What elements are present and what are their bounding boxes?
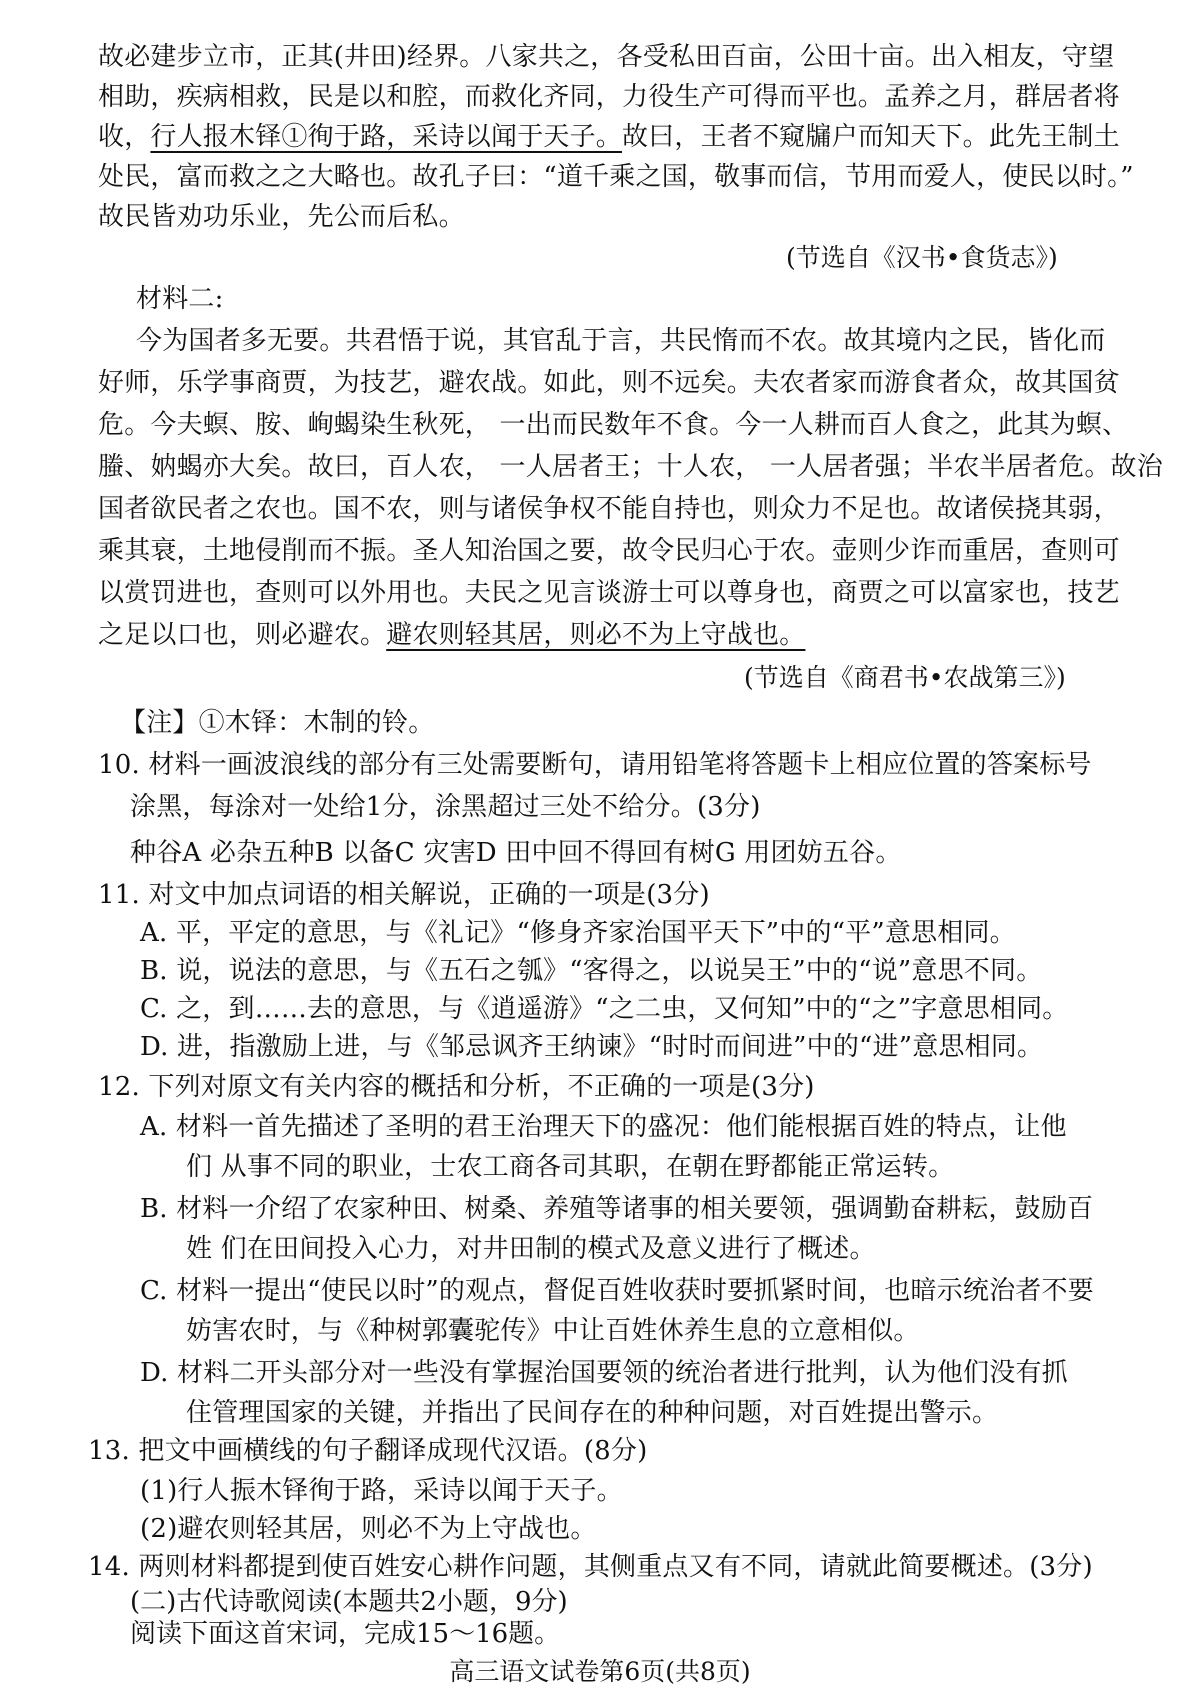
q11-option-d: D. 进，指激励上进，与《邹忌讽齐王纳谏》“时时而间进”中的“进”意思相同。 [140,1032,1044,1062]
m2-line-8 [98,616,805,654]
q11-option-c: C. 之，到……去的意思，与《逍遥游》“之二虫，又何知”中的“之”字意思相同。 [140,994,1069,1024]
q12-option-a-line-1: A. 材料一首先描述了圣明的君王治理天下的盛况：他们能根据百姓的特点，让他 [140,1112,1067,1142]
q10-passage: 种谷A 必杂五种B 以备C 灾害D 田中回不得回有树G 用团妨五谷。 [130,838,902,868]
m2-line-1: 今为国者多无要。共君悟于说，其官乱于言，共民惰而不农。故其境内之民，皆化而 [136,326,1106,356]
m1-line-3-prefix: 收， [98,122,151,152]
m1-line-3 [98,118,1120,156]
q12-option-a-line-2: 们 从事不同的职业，士农工商各司其职，在朝在野都能正常运转。 [186,1152,955,1182]
q12-option-c-line-1: C. 材料一提出“使民以时”的观点，督促百姓收获时要抓紧时间，也暗示统治者不要 [140,1276,1094,1306]
m2-line-6: 乘其衰，土地侵削而不振。圣人知治国之要，故令民归心于农。壶则少诈而重居，查则可 [98,536,1120,566]
m1-source: (节选自《汉书•食货志》) [786,243,1058,272]
q10-stem-line-1: 10. 材料一画波浪线的部分有三处需要断句，请用铅笔将答题卡上相应位置的答案标号 [98,750,1092,780]
m2-source: (节选自《商君书•农战第三》) [744,663,1066,692]
m2-line-8-prefix: 之足以口也，则必避农。 [98,620,387,650]
q12-option-b-line-1: B. 材料一介绍了农家种田、树桑、养殖等诸事的相关要领，强调勤奋耕耘，鼓励百 [140,1194,1094,1224]
underlined-sentence-1: 行人报木铎①徇于路，采诗以闻于天子。 [150,122,623,152]
m1-line-2: 相助，疾病相救，民是以和腔，而救化齐同，力役生产可得而平也。孟养之月，群居者将 [98,82,1120,112]
q11-option-a: A. 平，平定的意思，与《礼记》“修身齐家治国平天下”中的“平”意思相同。 [140,918,1016,948]
q13-sentence-1: (1)行人振木铎徇于路，采诗以闻于天子。 [140,1476,623,1506]
m2-line-4: 螣、妠蝎亦大矣。故曰，百人农， 一人居者王；十人农， 一人居者强；半农半居者危。故治 [98,452,1163,482]
q10-stem-line-2: 涂黑，每涂对一处给1分，涂黑超过三处不给分。(3分) [130,792,761,822]
q12-option-d-line-1: D. 材料二开头部分对一些没有掌握治国要领的统治者进行批判，认为他们没有抓 [140,1358,1068,1388]
q11-option-b: B. 说，说法的意思，与《五石之瓠》“客得之，以说吴王”中的“说”意思不同。 [140,956,1043,986]
footnote: 【注】①木铎：木制的铃。 [120,708,435,738]
m1-line-4: 处民，富而救之之大略也。故孔子曰：“道千乘之国，敬事而信，节用而爱人，使民以时。” [98,162,1134,192]
m1-line-3-suffix: 故曰，王者不窥牖户而知天下。此先王制土 [622,122,1120,152]
q13-sentence-2: (2)避农则轻其居，则必不为上守战也。 [140,1514,597,1544]
m1-line-5: 故民皆劝功乐业，先公而后私。 [98,202,465,232]
m2-line-5: 国者欲民者之农也。国不农，则与诸侯争权不能自持也，则众力不足也。故诸侯挠其弱， [98,494,1120,524]
q12-option-b-line-2: 姓 们在田间投入心力，对井田制的模式及意义进行了概述。 [186,1234,876,1264]
m2-heading: 材料二: [136,284,224,314]
page-footer: 高三语文试卷第6页(共8页) [449,1657,751,1686]
q13-stem: 13. 把文中画横线的句子翻译成现代汉语。(8分) [88,1436,648,1466]
q12-stem: 12. 下列对原文有关内容的概括和分析，不正确的一项是(3分) [98,1072,815,1102]
m2-line-3: 危。今夫螟、胺、峋蝎染生秋死， 一出而民数年不食。今一人耕而百人食之，此其为螟、 [98,410,1129,440]
underlined-sentence-2: 避农则轻其居，则必不为上守战也。 [386,620,806,650]
poetry-section-heading: (二)古代诗歌阅读(本题共2小题，9分) [130,1587,568,1617]
q12-option-c-line-2: 妨害农时，与《种树郭囊驼传》中让百姓休养生息的立意相似。 [186,1316,920,1346]
q11-stem: 11. 对文中加点词语的相关解说，正确的一项是(3分) [98,880,710,910]
q12-option-d-line-2: 住管理国家的关键，并指出了民间存在的种种问题，对百姓提出警示。 [186,1398,999,1428]
q14-stem: 14. 两则材料都提到使百姓安心耕作问题，其侧重点又有不同，请就此简要概述。(3分) [88,1552,1093,1582]
m2-line-7: 以赏罚进也，查则可以外用也。夫民之见言谈游士可以尊身也，商贾之可以富家也，技艺 [98,578,1120,608]
m1-line-1: 故必建步立市，正其(井田)经界。八家共之，各受私田百亩，公田十亩。出入相友，守望 [98,42,1115,72]
poetry-intro: 阅读下面这首宋词，完成15～16题。 [130,1619,561,1649]
m2-line-2: 好师，乐学事商贾，为技艺，避农战。如此，则不远矣。夫农者家而游食者众，故其国贫 [98,368,1120,398]
